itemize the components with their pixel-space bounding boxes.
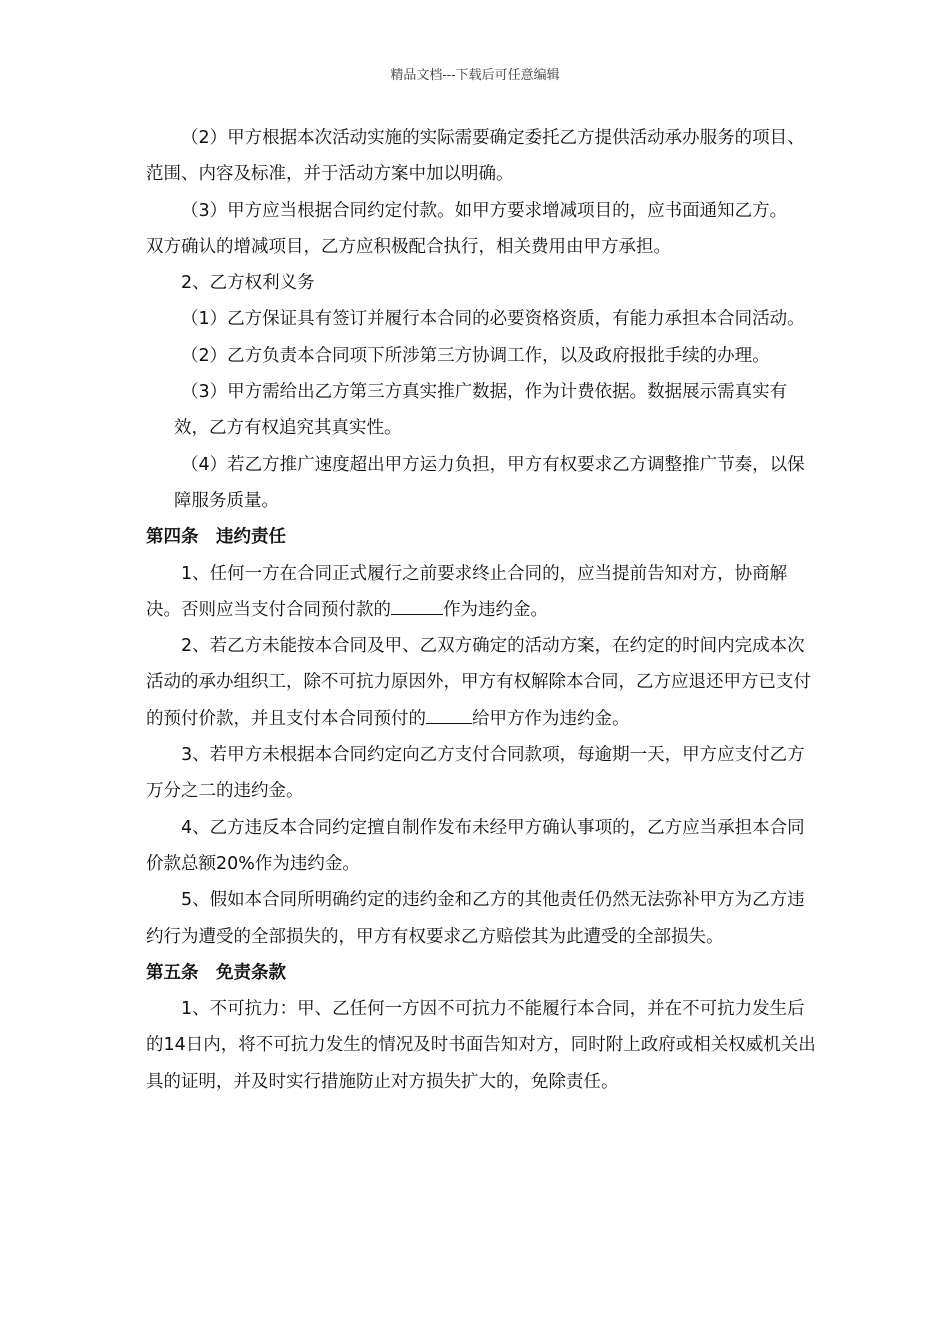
paragraph-party-a-item-2: （2）甲方根据本次活动实施的实际需要确定委托乙方提供活动承办服务的项目、范围、内容及标准，并于活动方案中加以明确。 xyxy=(146,128,805,185)
paragraph-breach-1-tail: 作为违约金。 xyxy=(443,599,548,620)
article-5-heading: 第五条 免责条款 xyxy=(146,962,286,983)
paragraph-party-b-item-1: （1）乙方保证具有签订并履行本合同的必要资格资质，有能力承担本合同活动。 xyxy=(181,309,805,330)
paragraph-party-b-item-4: （4）若乙方推广速度超出甲方运力负担，甲方有权要求乙方调整推广节奏，以保障服务质量。 xyxy=(174,454,805,511)
paragraph-force-majeure: 1、不可抗力：甲、乙任何一方因不可抗力不能履行本合同，并在不可抗力发生后的14日内，将不可抗力发生的情况及时书面告知对方，同时附上政府或相关权威机关出具的证明，并及时实行措施防止对方损失扩大的，免除责任。 xyxy=(146,999,816,1092)
blank-line xyxy=(391,595,443,615)
page-header: 精品文档---下载后可任意编辑 xyxy=(390,68,560,83)
paragraph-breach-4: 4、乙方违反本合同约定擅自制作发布未经甲方确认事项的，乙方应当承担本合同价款总额20%作为违约金。 xyxy=(146,817,805,874)
article-4-heading: 第四条 违约责任 xyxy=(146,527,286,548)
paragraph-breach-1 xyxy=(146,556,818,629)
paragraph-breach-5: 5、假如本合同所明确约定的违约金和乙方的其他责任仍然无法弥补甲方为乙方违约行为遭受的全部损失的，甲方有权要求乙方赔偿其为此遭受的全部损失。 xyxy=(146,890,805,947)
paragraph-breach-2 xyxy=(146,628,818,737)
paragraph-party-b-item-3: （3）甲方需给出乙方第三方真实推广数据，作为计费依据。数据展示需真实有效，乙方有权追究其真实性。 xyxy=(174,382,788,439)
paragraph-adjustment-confirmation: 双方确认的增减项目，乙方应积极配合执行，相关费用由甲方承担。 xyxy=(146,236,671,257)
paragraph-breach-2-tail: 给甲方作为违约金。 xyxy=(472,708,630,729)
section-party-b-rights: 2、乙方权利义务 xyxy=(181,273,315,294)
paragraph-breach-2-text: 2、若乙方未能按本合同及甲、乙双方确定的活动方案，在约定的时间内完成本次活动的承办组织工，除不可抗力原因外，甲方有权解除本合同，乙方应退还甲方已支付的预付价款，并且支付本合同预付的 xyxy=(146,636,811,729)
paragraph-party-a-item-3: （3）甲方应当根据合同约定付款。如甲方要求增减项目的，应书面通知乙方。 xyxy=(181,200,788,221)
blank-line xyxy=(426,704,472,724)
paragraph-breach-1-text: 1、任何一方在合同正式履行之前要求终止合同的，应当提前告知对方，协商解决。否则应当支付合同预付款的 xyxy=(146,563,788,620)
document-body xyxy=(146,120,818,1100)
paragraph-breach-3: 3、若甲方未根据本合同约定向乙方支付合同款项，每逾期一天，甲方应支付乙方万分之二的违约金。 xyxy=(146,745,805,802)
paragraph-party-b-item-2: （2）乙方负责本合同项下所涉第三方协调工作，以及政府报批手续的办理。 xyxy=(181,345,770,366)
